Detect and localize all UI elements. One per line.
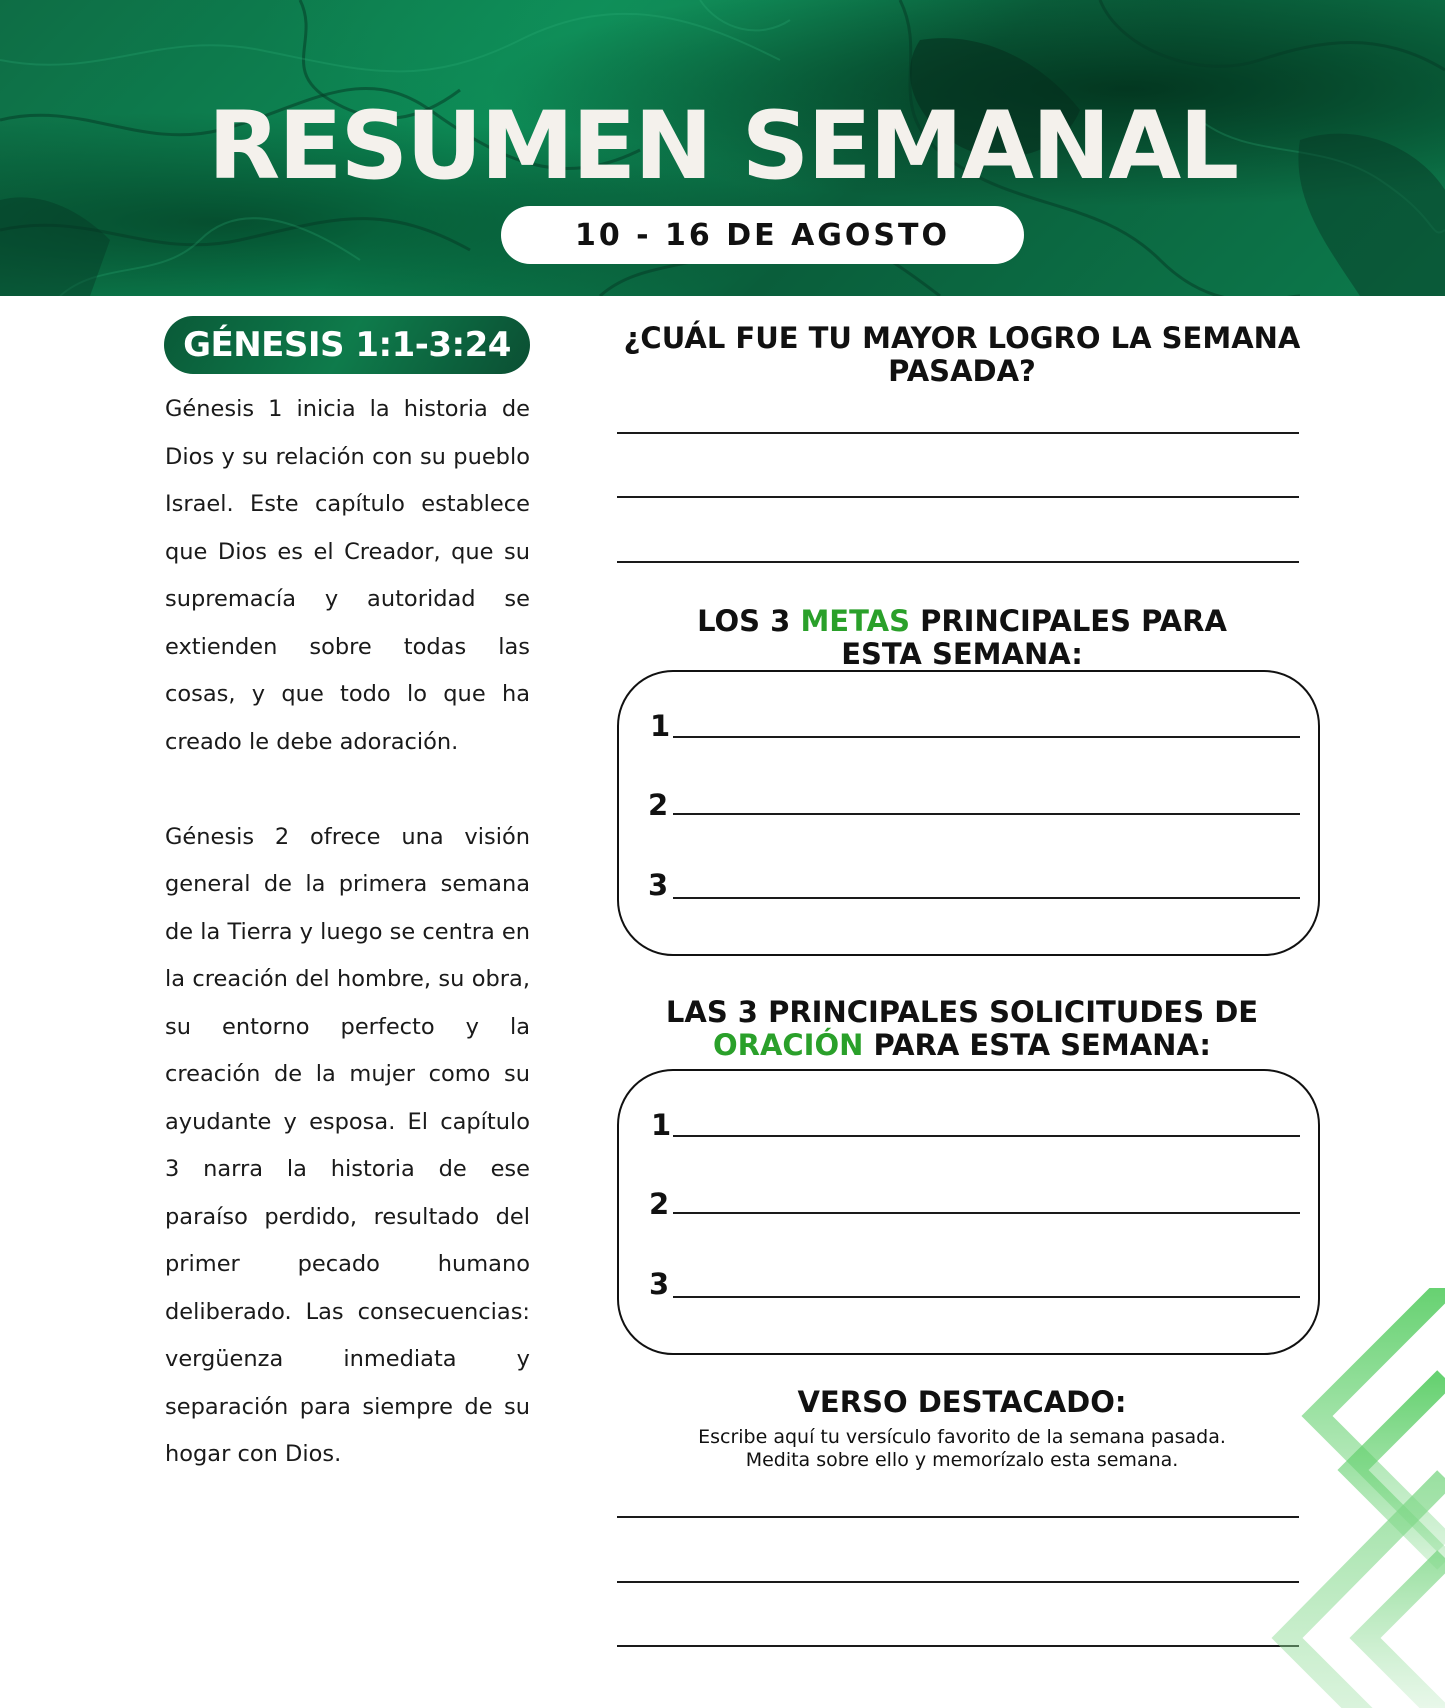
date-range-badge: 10 - 16 DE AGOSTO: [501, 206, 1024, 264]
goals-heading-post: PRINCIPALES PARA ESTA SEMANA:: [841, 604, 1227, 671]
summary-paragraph: Génesis 1 inicia la historia de Dios y su relación con su pueblo Israel. Este capítulo establece que Dios es el Creador, que su supremacía y autoridad se extienden sobre todas las cosas, y que todo lo que ha creado le debe adoración.: [165, 396, 530, 755]
header-banner: [0, 0, 1445, 296]
verse-instruction-line: Escribe aquí tu versículo favorito de la semana pasada.: [698, 1426, 1226, 1448]
verse-instructions: [617, 1426, 1307, 1472]
prayer-writing-line[interactable]: [673, 1135, 1300, 1137]
goal-number: 3: [648, 868, 669, 902]
achievement-writing-line[interactable]: [617, 432, 1299, 434]
summary-paragraph: Génesis 2 ofrece una visión general de la primera semana de la Tierra y luego se centra en la creación del hombre, su obra, su entorno perfecto y la creación de la mujer como su ayudante y esposa. El capítulo 3 narra la historia de ese paraíso perdido, resultado del primer pecado humano deliberado. Las consecuencias: vergüenza inmediata y separación para siempre de su hogar con Dios.: [165, 823, 530, 1467]
achievement-writing-line[interactable]: [617, 496, 1299, 498]
prayer-number: 1: [651, 1108, 672, 1142]
verse-writing-line[interactable]: [617, 1516, 1299, 1518]
chevron-decoration-icon: [1245, 1288, 1445, 1708]
page-title: RESUMEN SEMANAL: [207, 92, 1238, 201]
prayer-heading-pre: LAS 3 PRINCIPALES SOLICITUDES DE: [665, 995, 1259, 1029]
prayer-number: 2: [649, 1187, 670, 1221]
goal-writing-line[interactable]: [673, 897, 1300, 899]
prayer-number: 3: [649, 1267, 670, 1301]
goals-heading-pre: LOS 3: [697, 604, 801, 638]
prayer-heading: [617, 996, 1307, 1062]
verse-instruction-line: Medita sobre ello y memorízalo esta semana.: [745, 1449, 1179, 1471]
goal-writing-line[interactable]: [673, 736, 1300, 738]
goals-heading: [617, 605, 1307, 671]
achievement-writing-line[interactable]: [617, 561, 1299, 563]
prayer-heading-accent: ORACIÓN: [712, 1028, 864, 1062]
prayer-heading-post: PARA ESTA SEMANA:: [863, 1028, 1212, 1062]
verse-writing-line[interactable]: [617, 1645, 1299, 1647]
prayer-writing-line[interactable]: [673, 1296, 1300, 1298]
passage-badge: GÉNESIS 1:1-3:24: [164, 316, 530, 374]
verse-heading: VERSO DESTACADO:: [797, 1385, 1127, 1419]
goals-heading-accent: METAS: [800, 604, 910, 638]
achievement-heading: ¿CUÁL FUE TU MAYOR LOGRO LA SEMANA PASADA?: [623, 321, 1301, 388]
prayer-writing-line[interactable]: [673, 1212, 1300, 1214]
reading-summary: [165, 386, 530, 1479]
goal-number: 2: [648, 788, 669, 822]
goal-writing-line[interactable]: [673, 813, 1300, 815]
goal-number: 1: [650, 709, 671, 743]
verse-writing-line[interactable]: [617, 1581, 1299, 1583]
